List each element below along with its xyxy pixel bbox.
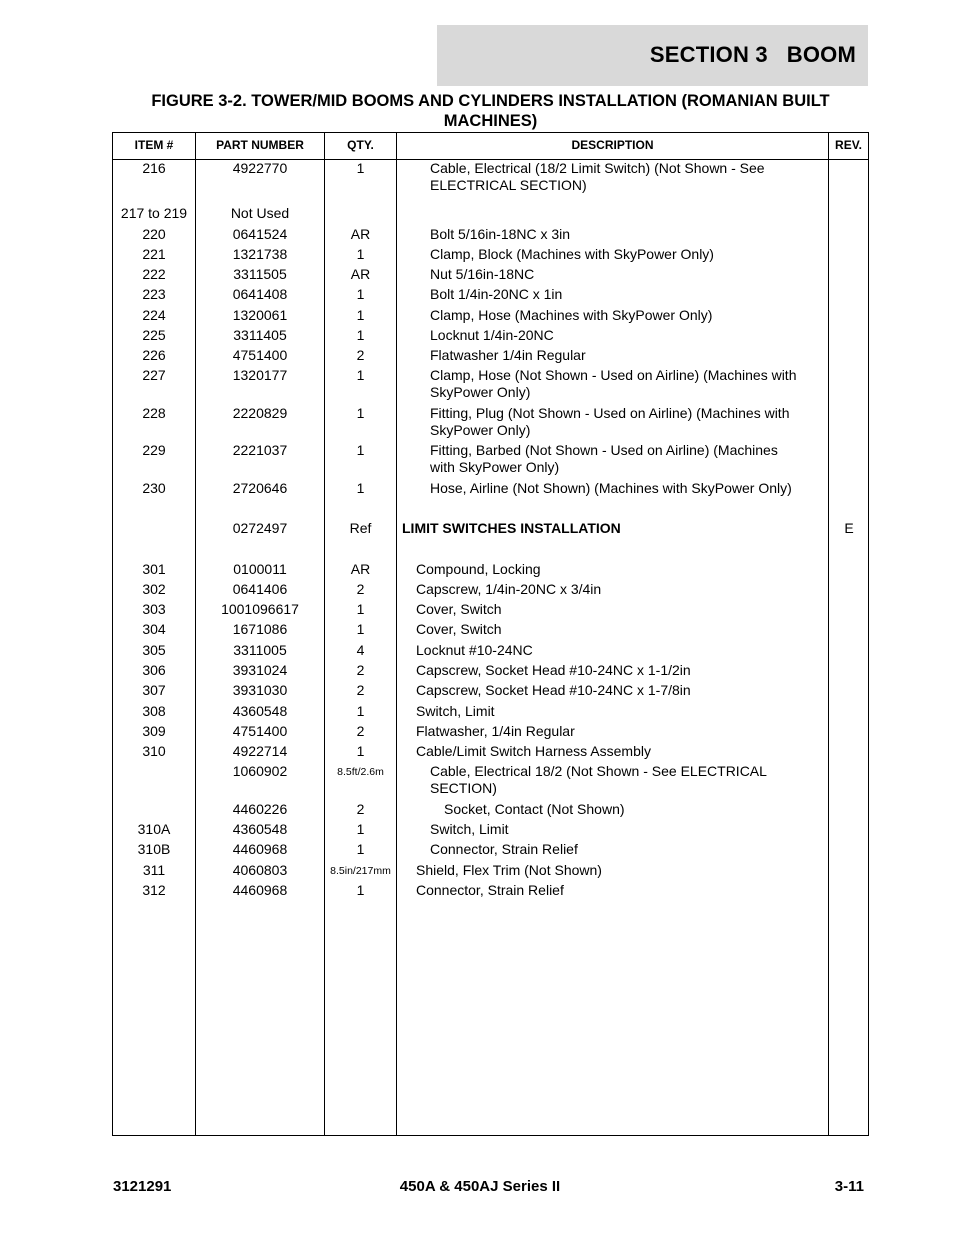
description-cell: Locknut 1/4in-20NC — [430, 327, 554, 343]
quantity-cell: 1 — [356, 405, 365, 421]
item-number-cell: 311 — [142, 862, 166, 878]
description-cell: Bolt 1/4in-20NC x 1in — [430, 286, 563, 302]
description-cell: Connector, Strain Relief — [430, 841, 578, 857]
part-number-cell: 4922714 — [232, 743, 288, 759]
description-cell: Cable/Limit Switch Harness Assembly — [416, 743, 651, 759]
figure-title: FIGURE 3-2. TOWER/MID BOOMS AND CYLINDERS INSTALLATION (ROMANIAN BUILT MACHINES) — [151, 92, 830, 130]
description-cell: Socket, Contact (Not Shown) — [444, 801, 625, 817]
item-number-cell: 226 — [142, 347, 166, 363]
part-number-cell: 2220829 — [232, 405, 288, 421]
header-qty: QTY. — [347, 138, 374, 152]
description-cell: Cable, Electrical (18/2 Limit Switch) (Not Shown - See ELECTRICAL SECTION) — [430, 160, 765, 193]
quantity-cell: 1 — [356, 307, 365, 323]
description-cell: Locknut #10-24NC — [416, 642, 533, 658]
column-divider — [396, 133, 397, 1135]
item-number-cell: 308 — [142, 703, 166, 719]
part-number-cell: 4751400 — [232, 347, 288, 363]
item-number-cell: 306 — [142, 662, 166, 678]
part-number-cell: Not Used — [230, 205, 290, 221]
description-cell: Clamp, Hose (Not Shown - Used on Airline) (Machines with SkyPower Only) — [430, 367, 797, 400]
item-number-cell: 310B — [137, 841, 171, 857]
description-cell: LIMIT SWITCHES INSTALLATION — [402, 520, 621, 536]
description-cell: Flatwasher 1/4in Regular — [430, 347, 586, 363]
item-number-cell: 307 — [142, 682, 166, 698]
column-divider — [828, 133, 829, 1135]
description-cell: Clamp, Block (Machines with SkyPower Only) — [430, 246, 714, 262]
part-number-cell: 0272497 — [232, 520, 288, 536]
quantity-cell: 1 — [356, 442, 365, 458]
quantity-cell: 2 — [356, 347, 365, 363]
description-cell: Capscrew, Socket Head #10-24NC x 1-1/2in — [416, 662, 691, 678]
quantity-cell: 2 — [356, 801, 365, 817]
description-cell: Connector, Strain Relief — [416, 882, 564, 898]
part-number-cell: 3931024 — [232, 662, 288, 678]
part-number-cell: 3311005 — [233, 642, 287, 658]
quantity-cell: 1 — [356, 821, 365, 837]
item-number-cell: 310A — [137, 821, 171, 837]
description-cell: Capscrew, 1/4in-20NC x 3/4in — [416, 581, 602, 597]
quantity-cell: 2 — [356, 581, 365, 597]
item-number-cell: 230 — [142, 480, 166, 496]
revision-cell: E — [844, 520, 854, 536]
quantity-cell: 1 — [356, 601, 365, 617]
quantity-cell: 1 — [356, 286, 365, 302]
quantity-cell: 1 — [356, 160, 365, 176]
description-cell: Bolt 5/16in-18NC x 3in — [430, 226, 571, 242]
part-number-cell: 0641408 — [232, 286, 288, 302]
part-number-cell: 1671086 — [232, 621, 288, 637]
quantity-cell: 1 — [356, 327, 365, 343]
part-number-cell: 0641406 — [232, 581, 288, 597]
item-number-cell: 221 — [142, 246, 166, 262]
header-item: ITEM # — [134, 138, 174, 152]
item-number-cell: 310 — [142, 743, 166, 759]
quantity-cell: 1 — [356, 743, 365, 759]
quantity-cell: 8.5ft/2.6m — [337, 766, 384, 778]
description-cell: Cover, Switch — [416, 601, 502, 617]
footer-page-number: 3-11 — [834, 1178, 864, 1195]
description-cell: Capscrew, Socket Head #10-24NC x 1-7/8in — [416, 682, 691, 698]
part-number-cell: 1320177 — [232, 367, 288, 383]
description-cell: Hose, Airline (Not Shown) (Machines with SkyPower Only) — [430, 480, 792, 496]
part-number-cell: 4460968 — [232, 882, 288, 898]
header-part-number: PART NUMBER — [216, 138, 304, 152]
description-cell: Cable, Electrical 18/2 (Not Shown - See ELECTRICAL SECTION) — [430, 763, 767, 796]
part-number-cell: 2221037 — [232, 442, 288, 458]
quantity-cell: 1 — [356, 882, 365, 898]
description-cell: Clamp, Hose (Machines with SkyPower Only) — [430, 307, 713, 323]
part-number-cell: 2720646 — [232, 480, 288, 496]
part-number-cell: 1060902 — [232, 763, 288, 779]
part-number-cell: 4460226 — [232, 801, 288, 817]
description-cell: Switch, Limit — [430, 821, 509, 837]
quantity-cell: AR — [350, 266, 371, 282]
quantity-cell: 4 — [356, 642, 365, 658]
part-number-cell: 1320061 — [232, 307, 288, 323]
quantity-cell: 1 — [356, 246, 365, 262]
quantity-cell: 2 — [356, 723, 365, 739]
quantity-cell: AR — [350, 226, 371, 242]
quantity-cell: 1 — [356, 841, 365, 857]
quantity-cell: 8.5in/217mm — [330, 865, 391, 877]
item-number-cell: 220 — [142, 226, 166, 242]
header-description: DESCRIPTION — [571, 138, 654, 152]
footer-doc-number: 3121291 — [113, 1178, 172, 1195]
part-number-cell: 4060803 — [232, 862, 288, 878]
quantity-cell: Ref — [349, 520, 372, 536]
section-banner — [437, 25, 868, 86]
item-number-cell: 217 to 219 — [120, 205, 188, 221]
item-number-cell: 301 — [142, 561, 166, 577]
item-number-cell: 216 — [142, 160, 166, 176]
item-number-cell: 224 — [142, 307, 166, 323]
description-cell: Switch, Limit — [416, 703, 495, 719]
part-number-cell: 4751400 — [232, 723, 288, 739]
part-number-cell: 4460968 — [232, 841, 288, 857]
part-number-cell: 3311505 — [233, 266, 287, 282]
quantity-cell: 1 — [356, 480, 365, 496]
item-number-cell: 227 — [142, 367, 166, 383]
part-number-cell: 3311405 — [233, 327, 287, 343]
description-cell: Cover, Switch — [416, 621, 502, 637]
quantity-cell: 1 — [356, 621, 365, 637]
item-number-cell: 312 — [142, 882, 166, 898]
part-number-cell: 4360548 — [232, 703, 288, 719]
parts-table — [112, 132, 869, 1136]
description-cell: Compound, Locking — [416, 561, 541, 577]
part-number-cell: 1321738 — [232, 246, 288, 262]
item-number-cell: 222 — [142, 266, 166, 282]
description-cell: Fitting, Plug (Not Shown - Used on Airline) (Machines with SkyPower Only) — [430, 405, 790, 438]
part-number-cell: 4360548 — [232, 821, 288, 837]
description-cell: Nut 5/16in-18NC — [430, 266, 535, 282]
item-number-cell: 309 — [142, 723, 166, 739]
description-cell: Shield, Flex Trim (Not Shown) — [416, 862, 602, 878]
item-number-cell: 229 — [142, 442, 166, 458]
section-title: SECTION 3 BOOM — [649, 42, 856, 67]
item-number-cell: 225 — [142, 327, 166, 343]
header-rev: REV. — [835, 138, 862, 152]
item-number-cell: 302 — [142, 581, 166, 597]
item-number-cell: 303 — [142, 601, 166, 617]
quantity-cell: 1 — [356, 367, 365, 383]
part-number-cell: 4922770 — [232, 160, 288, 176]
quantity-cell: 1 — [356, 703, 365, 719]
item-number-cell: 304 — [142, 621, 166, 637]
footer-model: 450A & 450AJ Series II — [399, 1178, 561, 1195]
quantity-cell: 2 — [356, 682, 365, 698]
item-number-cell: 223 — [142, 286, 166, 302]
quantity-cell: AR — [350, 561, 371, 577]
item-number-cell: 228 — [142, 405, 166, 421]
part-number-cell: 0100011 — [233, 561, 287, 577]
part-number-cell: 0641524 — [232, 226, 288, 242]
quantity-cell: 2 — [356, 662, 365, 678]
part-number-cell: 3931030 — [232, 682, 288, 698]
description-cell: Flatwasher, 1/4in Regular — [416, 723, 575, 739]
description-cell: Fitting, Barbed (Not Shown - Used on Airline) (Machines with SkyPower Only) — [430, 442, 778, 475]
item-number-cell: 305 — [142, 642, 166, 658]
part-number-cell: 1001096617 — [221, 601, 299, 617]
